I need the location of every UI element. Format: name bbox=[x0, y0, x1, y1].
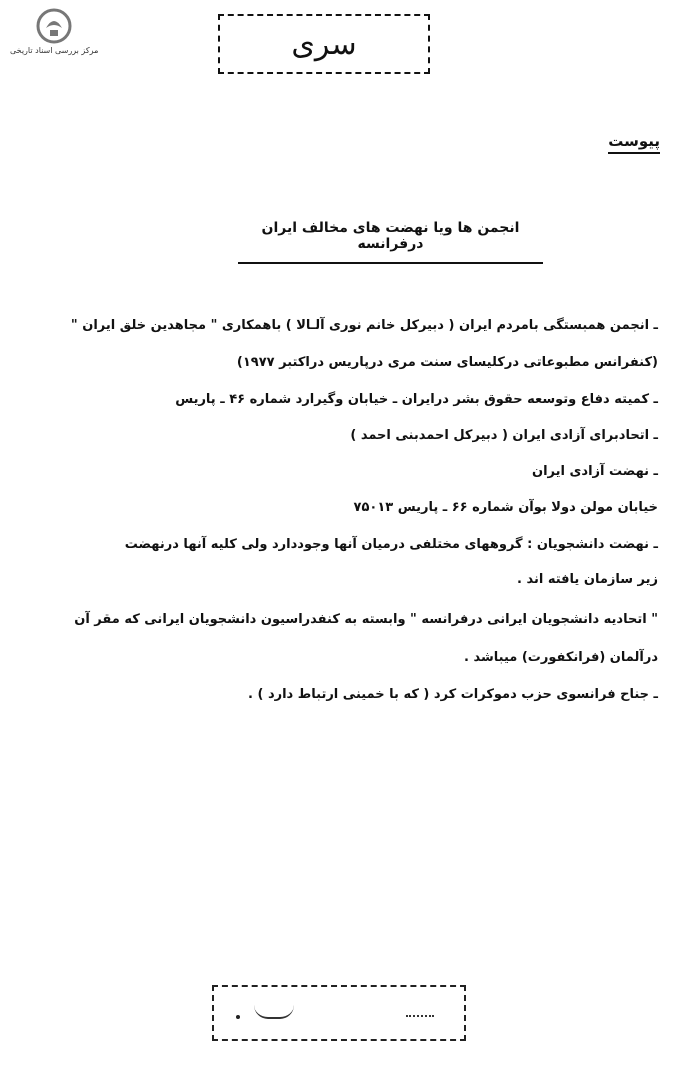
attachment-label: پیوست bbox=[608, 132, 660, 154]
body-line: درآلمان (فرانکفورت) میباشد . bbox=[464, 650, 658, 665]
body-line: ـ جناح فرانسوی حزب دموکرات کرد ( که با خمینی ارتباط دارد ) . bbox=[248, 687, 658, 702]
signature-mark bbox=[254, 1005, 294, 1019]
body-line: ـ انجمن همبستگی بامردم ایران ( دبیرکل خانم نوری آلـالا ) باهمکاری " مجاهدین خلق ایران " bbox=[70, 318, 658, 333]
body-line: ـ نهضت آزادی ایران bbox=[531, 464, 658, 479]
document-title: انجمن ها ویا نهضت های مخالف ایران درفرانسه bbox=[238, 220, 543, 264]
body-line: (کنفرانس مطبوعاتی درکلیسای سنت مری درپاریس دراکتبر ۱۹۷۷) bbox=[236, 355, 658, 370]
body-line: ـ اتحادبرای آزادی ایران ( دبیرکل احمدبنی احمد ) bbox=[350, 428, 658, 443]
signature-mark bbox=[236, 1015, 240, 1019]
footer-signature-stamp bbox=[212, 985, 466, 1041]
body-line: ـ نهضت دانشجویان : گروههای مختلفی درمیان آنها وجوددارد ولی کلیه آنها درنهضت bbox=[124, 537, 658, 552]
signature-mark bbox=[406, 1009, 434, 1017]
body-line: " اتحادیه دانشجویان ایرانی درفرانسه " وابسته به کنفدراسیون دانشجویان ایرانی که مقر آن bbox=[74, 612, 658, 627]
body-line: زیر سازمان یافته اند . bbox=[517, 572, 658, 587]
body-line: خیابان مولن دولا بوآن شماره ۶۶ ـ پاریس ۷۵۰۱۳ bbox=[353, 500, 658, 515]
body-line: ـ کمیته دفاع وتوسعه حقوق بشر درایران ـ خیابان وگیرارد شماره ۴۶ ـ پاریس bbox=[175, 392, 658, 407]
classification-stamp: سری bbox=[218, 14, 430, 74]
archive-logo-caption: مرکز بررسی اسناد تاریخی bbox=[10, 46, 99, 55]
